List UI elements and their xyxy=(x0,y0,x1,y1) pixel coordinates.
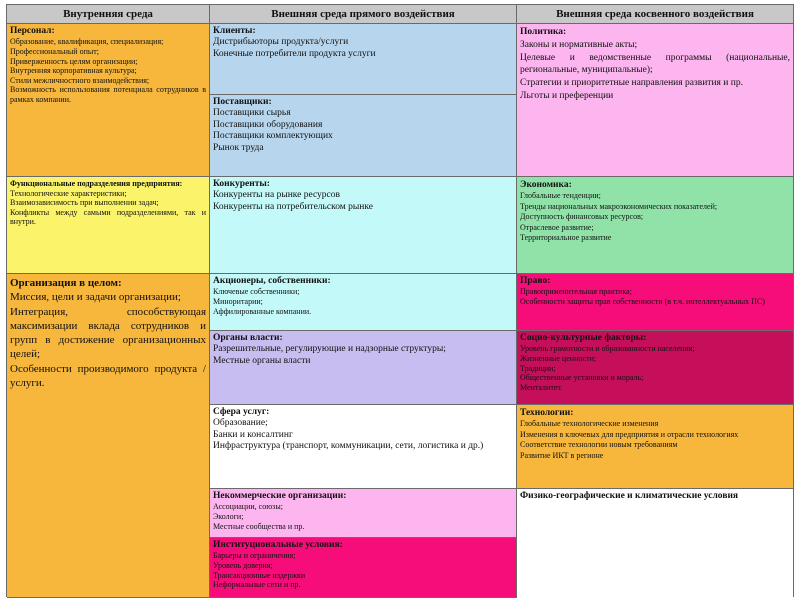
cell-title: Технологии: xyxy=(520,408,574,418)
list-item: Особенности защиты прав собственности (в т.ч. интеллектуальных ПС) xyxy=(520,296,765,306)
list-item: Местные органы власти xyxy=(213,355,311,366)
header-direct: Внешняя среда прямого воздействия xyxy=(210,5,517,24)
list-item: Поставщики сырья xyxy=(213,108,291,119)
cell-personnel xyxy=(7,24,210,177)
cell-sociocultural xyxy=(517,331,793,405)
cell-organization xyxy=(7,274,210,598)
list-item: Изменения в ключевых для предприятия и отрасли технологиях xyxy=(520,429,739,439)
cell-title: Социо-культурные факторы: xyxy=(520,333,647,343)
cell-geography xyxy=(517,489,793,598)
list-item: Уровень доверия; xyxy=(213,560,273,570)
cell-suppliers xyxy=(210,95,517,177)
list-item: Конечные потребители продукта услуги xyxy=(213,48,376,59)
list-item: Менталитет. xyxy=(520,382,563,392)
list-item: Поставщики комплектующих xyxy=(213,131,333,142)
list-item: Ключевые собственники; xyxy=(213,287,300,297)
cell-title: Конкуренты: xyxy=(213,179,270,189)
list-item: Общественные установки и мораль; xyxy=(520,373,644,383)
cell-title: Персонал: xyxy=(10,26,55,36)
list-item: Образование; xyxy=(213,418,268,429)
cell-title: Поставщики: xyxy=(213,97,272,107)
list-item: Неформальные сети и пр. xyxy=(213,580,301,590)
list-item: Соответствие технологии новым требованиям xyxy=(520,440,678,450)
list-item: Миссия, цели и задачи организации; xyxy=(10,291,181,304)
cell-nonprofits xyxy=(210,489,517,538)
cell-clients xyxy=(210,24,517,95)
list-item: Взаимозависимость при выполнении задач; xyxy=(10,198,159,208)
cell-title: Клиенты: xyxy=(213,26,256,36)
list-item: Банки и консалтинг xyxy=(213,429,293,440)
cell-title: Функциональные подразделения предприятия: xyxy=(10,179,183,188)
list-item: Правоприменительная практика; xyxy=(520,287,632,297)
list-item: Традиции; xyxy=(520,363,556,373)
list-item: Барьеры и ограничения; xyxy=(213,551,296,561)
list-item: Территориальное развитие xyxy=(520,232,612,242)
list-item: Особенности производимого продукта / услуги. xyxy=(10,362,206,390)
list-item: Отраслевое развитие; xyxy=(520,222,594,232)
list-item: Дистрибьюторы продукта/услуги xyxy=(213,37,349,48)
cell-title: Органы власти: xyxy=(213,333,283,343)
list-item: Стратегии и приоритетные направления развития и пр. xyxy=(520,78,743,89)
list-item: Конкуренты на потребительском рынке xyxy=(213,201,373,212)
environment-table xyxy=(6,4,794,597)
list-item: Разрешительные, регулирующие и надзорные структуры; xyxy=(213,344,446,355)
cell-departments xyxy=(7,177,210,274)
list-item: Тренды национальных макроэкономических показателей; xyxy=(520,201,718,211)
cell-title: Экономика: xyxy=(520,180,572,190)
list-item: Ассоциации, союзы; xyxy=(213,502,283,512)
list-item: Профессиональный опыт; xyxy=(10,46,99,56)
list-item: Конфликты между самыми подразделениями, так и внутри. xyxy=(10,207,206,227)
cell-title: Право: xyxy=(520,276,551,286)
list-item: Местные сообщества и пр. xyxy=(213,521,305,531)
list-item: Стили межличностного взаимодействия; xyxy=(10,75,150,85)
list-item: Трансакционные издержки xyxy=(213,570,306,580)
cell-services xyxy=(210,405,517,489)
list-item: Развитие ИКТ в регионе xyxy=(520,450,604,460)
cell-institutional xyxy=(210,538,517,598)
cell-technology xyxy=(517,405,793,489)
cell-title: Сфера услуг: xyxy=(213,407,270,417)
cell-title: Физико-географические и климатические условия xyxy=(520,491,739,501)
list-item: Уровень грамотности и образованности населения; xyxy=(520,344,695,354)
cell-shareholders xyxy=(210,274,517,331)
list-item: Аффилированные компании. xyxy=(213,306,312,316)
list-item: Глобальные тенденции; xyxy=(520,191,601,201)
cell-title: Акционеры, собственники: xyxy=(213,276,331,286)
list-item: Доступность финансовых ресурсов; xyxy=(520,212,644,222)
cell-economy xyxy=(517,177,793,274)
list-item: Поставщики оборудования xyxy=(213,119,323,130)
list-item: Льготы и преференции xyxy=(520,91,614,102)
list-item: Интеграция, способствующая максимизации вклада сотрудников и групп в достижение организационных целей; xyxy=(10,305,206,361)
cell-title: Институциональные условия: xyxy=(213,540,343,550)
list-item: Целевые и ведомственные программы (национальные, региональные, муниципальные); xyxy=(520,52,790,76)
list-item: Инфраструктура (транспорт, коммуникации, сети, логистика и др.) xyxy=(213,441,484,452)
cell-title: Некоммерческие организации: xyxy=(213,491,347,501)
list-item: Конкуренты на рынке ресурсов xyxy=(213,190,340,201)
list-item: Миноритарии; xyxy=(213,296,263,306)
cell-title: Политика: xyxy=(520,27,567,37)
header-indirect: Внешняя среда косвенного воздействия xyxy=(517,5,793,24)
list-item: Возможность использования потенциала сотрудников в рамках компании. xyxy=(10,85,206,104)
list-item: Глобальные технологические изменения xyxy=(520,419,659,429)
list-item: Внутренняя корпоративная культура; xyxy=(10,66,137,76)
list-item: Приверженность целям организации; xyxy=(10,56,138,66)
cell-competitors xyxy=(210,177,517,274)
list-item: Законы и нормативные акты; xyxy=(520,39,638,50)
list-item: Рынок труда xyxy=(213,142,264,153)
cell-law xyxy=(517,274,793,331)
list-item: Технологические характеристики; xyxy=(10,188,127,198)
list-item: Экологи; xyxy=(213,511,244,521)
cell-authorities xyxy=(210,331,517,405)
header-internal: Внутренняя среда xyxy=(7,5,210,24)
list-item: Жизненные ценности; xyxy=(520,353,597,363)
list-item: Образование, квалификация, специализация; xyxy=(10,37,164,47)
cell-title: Организация в целом: xyxy=(10,277,122,289)
cell-politics xyxy=(517,24,793,177)
